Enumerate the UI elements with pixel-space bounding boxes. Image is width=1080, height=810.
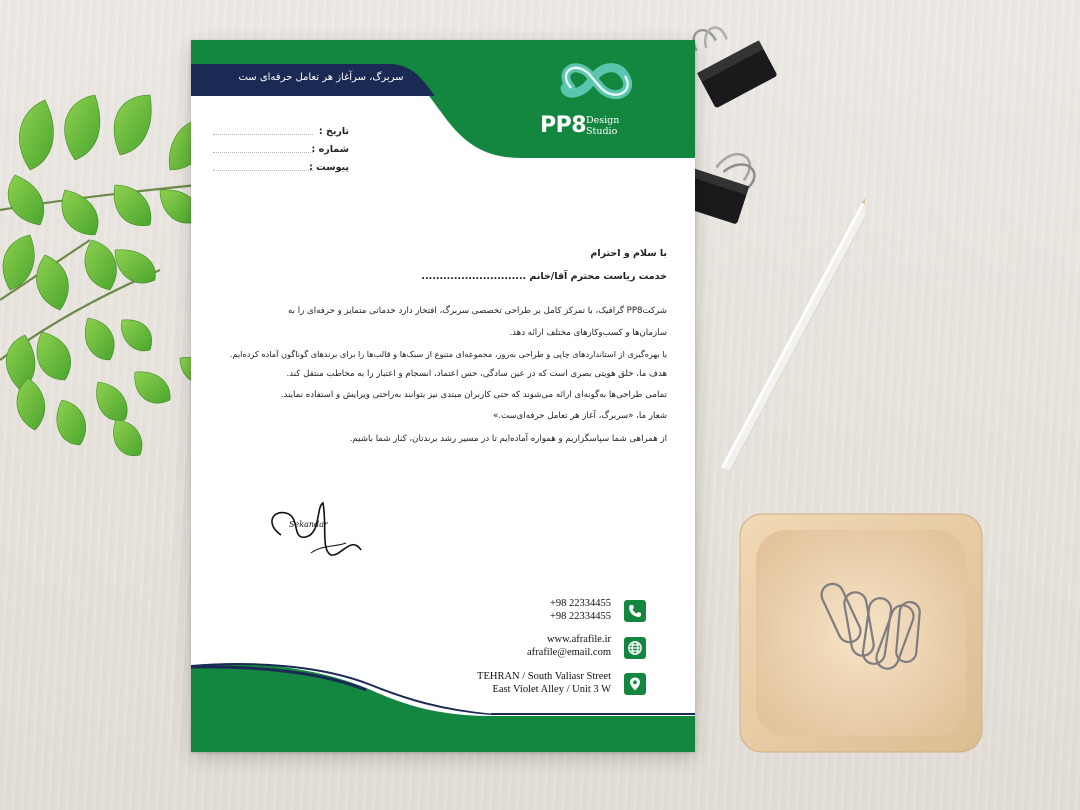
website: www.afrafile.ir	[546, 634, 611, 645]
wooden-tray-decoration	[738, 512, 984, 754]
paragraph-line: شعار ما، «سربرگ، آغاز هر تعامل حرفه‌ای‌ست.»	[492, 411, 667, 421]
paragraph-line: شرکتPP8 گرافیک، با تمرکز کامل بر طراحی تخصصی سربرگ، افتخار دارد خدماتی متمایز و حرفه‌ای را به	[288, 306, 667, 316]
number-label: شماره :	[311, 144, 349, 155]
recipient-line: خدمت ریاست محترم آقا/خانم .............................	[421, 271, 667, 282]
logo-line-2: Studio	[586, 126, 618, 137]
binder-clip-decoration	[680, 15, 790, 125]
globe-icon	[624, 637, 646, 659]
letterhead-paper	[191, 40, 695, 752]
phone-icon	[624, 600, 646, 622]
logo-line-1: Design	[586, 115, 620, 126]
date-line	[213, 134, 313, 135]
paragraph-line: سازمان‌ها و کسب‌وکارهای مختلف ارائه دهد.	[509, 328, 667, 338]
phone-number: +98 22334455	[549, 611, 611, 622]
location-pin-icon	[624, 673, 646, 695]
number-line	[213, 152, 313, 153]
logo-mark: PP8	[540, 113, 587, 138]
paragraph-line: از همراهی شما سپاسگزاریم و همواره آماده‌ایم تا در مسیر رشد برندتان، کنار شما باشیم.	[349, 434, 667, 444]
tagline: سربرگ، سرآغاز هر تعامل حرفه‌ای ست	[238, 72, 404, 83]
address-line-2: East Violet Alley / Unit 3 W	[492, 684, 611, 695]
paragraph-line: هدف ما، خلق هویتی بصری است که در عین سادگی، حس اعتماد، انسجام و اعتبار را به مخاطب منتقل کند.	[286, 369, 667, 379]
paragraph-line: با بهره‌گیری از استانداردهای چاپی و طراحی به‌روز، مجموعه‌ای متنوع از سبک‌ها و قالب‌ها را برای برندهای گوناگون آماده کرده‌ایم.	[229, 349, 667, 359]
email: afrafile@email.com	[527, 647, 611, 658]
signature	[261, 495, 371, 565]
logo-subtitle	[586, 115, 646, 137]
attachment-label: پیوست :	[309, 162, 349, 173]
phone-block	[431, 597, 611, 623]
attachment-line	[213, 170, 313, 171]
address-block	[431, 670, 611, 696]
paragraph-line: تمامی طراحی‌ها به‌گونه‌ای ارائه می‌شوند که حتی کاربران مبتدی نیز بتوانند به‌راحتی ویرایش و استفاده نمایند.	[280, 390, 667, 400]
signature-text: Sekandar	[289, 520, 328, 529]
address-line-1: TEHRAN / South Valiasr Street	[477, 671, 611, 682]
greeting: با سلام و احترام	[590, 248, 667, 259]
date-label: تاریخ :	[318, 126, 349, 137]
web-block	[431, 633, 611, 659]
phone-number: +98 22334455	[549, 598, 611, 609]
